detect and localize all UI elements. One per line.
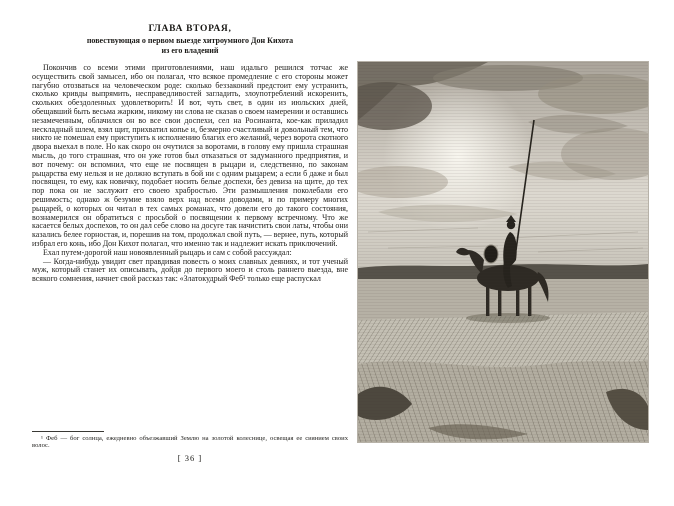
engraving-texture bbox=[358, 62, 648, 442]
chapter-heading bbox=[32, 24, 348, 55]
chapter-heading-line3: из его владений bbox=[161, 45, 219, 55]
footnote-divider bbox=[32, 431, 104, 432]
page-number: [ 36 ] bbox=[177, 453, 203, 464]
body-text bbox=[32, 64, 348, 284]
footnote-text: ¹ Феб — бог солнца, ежедневно объезжавший Землю на золотой колеснице, освещая ее сиянием своих волос. bbox=[32, 434, 348, 449]
paragraph-2: Ехал путем-дорогой наш новоявленный рыцарь и сам с собой рассуждал: bbox=[43, 247, 292, 257]
text-column bbox=[32, 24, 348, 284]
chapter-heading-line2: повествующая о первом выезде хитроумного Дон Кихота bbox=[86, 36, 294, 45]
footnote-block bbox=[32, 431, 348, 463]
don-quixote-engraving-illustration bbox=[358, 62, 648, 442]
paragraph-3: — Когда-нибудь увидит свет правдивая повесть о моих славных деяниях, и тот ученый муж, который станет их описывать, дойдя до первого моего и столь раннего выезда, вне всякого сомнения, начнет свой рассказ так: «Златокудрый Феб¹ только еще распускал bbox=[32, 256, 348, 284]
engraving-scene bbox=[358, 62, 648, 442]
chapter-heading-line1: ГЛАВА ВТОРАЯ, bbox=[148, 24, 232, 34]
paragraph-1: Покончив со всеми этими приготовлениями, наш идальго решился тотчас же осуществить свой замысел, ибо он полагал, что всякое промедление с его стороны может пагубно отозваться на человеческом роде: сколько беззаконий предстоит ему устранить, сколько кривды выпрямить, несправедливостей загладить, злоупотреблений искоренить, скольких обездоленных удовлетворить! И вот, чуть свет, в один из июльских дней, обещавший быть весьма жарким, никому ни слова не сказав о своем намерении и оставшись незамеченным, облачился он во все свои доспехи, сел на Росинанта, кое-как приладил нескладный шлем, взял щит, прихватил копье и, безмерно счастливый и довольный тем, что никто не помешал ему приступить к исполнению благих его желаний, через ворота скотного двора выехал в поле. Но как скоро он очутился за воротами, в голову ему пришла страшная мысль, до того страшная, что он уже готов был отказаться от задуманного предприятия, и вот почему: он вспомнил, что еще не посвящен в рыцари и, следственно, по законам рыцарства ему нельзя и не должно вступать в бой ни с одним рыцарем; а если б даже и был посвящен, то ему, как новичку, подобает носить белые доспехи, без девиза на щите, до тех пор пока он не заслужит его своею храбростью. Эти размышления поколебали его решимость; однако ж безумие взяло верх над всеми доводами, и по примеру многих рыцарей, о которых он читал в тех самых романах, что довели его до такого состояния, вознамерился он обратиться с просьбой о посвящении к первому встречному. Что же касается белых доспехов, то он дал себе слово на досуге так начистить свои латы, чтобы они казались белее горностая, и, порешив на том, продолжал свой путь, — вернее, путь, который избрал его конь, ибо Дон Кихот полагал, что именно так и надлежит искать приключений. bbox=[32, 63, 348, 248]
